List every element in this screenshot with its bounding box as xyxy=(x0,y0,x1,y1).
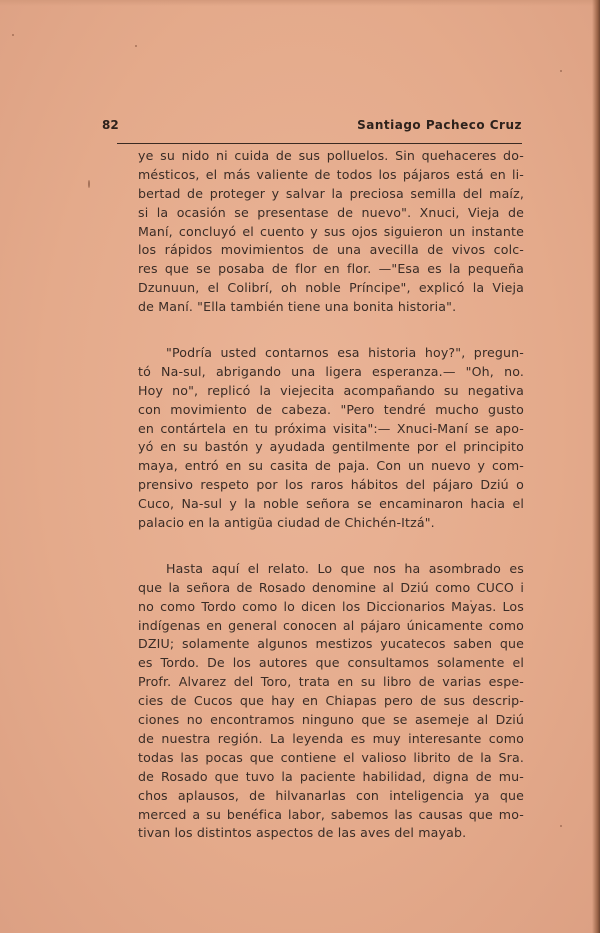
text-line: DZIU; solamente algunos mestizos yucatecos saben que xyxy=(138,636,524,652)
text-line: si la ocasión se presentase de nuevo". Xnuci, Vieja de xyxy=(138,204,524,220)
text-line: todas las pocas que contiene el valioso librito de la Sra. xyxy=(138,749,524,765)
text-line: Hoy no", replicó la viejecita acompañando su negativa xyxy=(138,382,524,398)
text-line: de Rosado que tuvo la paciente habilidad, digna de mu- xyxy=(138,768,524,784)
text-line: ciones no encontramos ninguno que se asemeje al Dziú xyxy=(138,712,524,728)
paragraph-gap xyxy=(138,317,524,344)
text-line: es Tordo. De los autores que consultamos solamente el xyxy=(138,655,524,671)
text-line: merced a su benéfica labor, sabemos las causas que mo- xyxy=(138,806,524,822)
text-line: Hasta aquí el relato. Lo que nos ha asombrado es xyxy=(166,560,524,576)
paragraph xyxy=(138,344,524,533)
paragraph xyxy=(138,560,524,843)
paper-speck xyxy=(135,45,137,47)
paper-speck xyxy=(560,70,562,72)
text-line: Profr. Alvarez del Toro, trata en su libro de varias espe- xyxy=(138,674,524,690)
text-line: Maní, concluyó el cuento y sus ojos siguieron un instante xyxy=(138,223,524,239)
header-rule xyxy=(117,143,522,144)
paper-speck xyxy=(88,180,90,188)
text-line: res que se posaba de flor en flor. —"Esa es la pequeña xyxy=(138,261,524,277)
text-line: prensivo respeto por los raros hábitos del pájaro Dziú o xyxy=(138,477,524,493)
text-line: Cuco, Na-sul y la noble señora se encaminaron hacia el xyxy=(138,496,524,512)
page-top-edge xyxy=(0,0,600,6)
page-header xyxy=(102,118,522,138)
paper-speck xyxy=(560,825,562,827)
text-line: mésticos, el más valiente de todos los pájaros está en li- xyxy=(138,166,524,182)
text-line: "Podría usted contarnos esa historia hoy?", pregun- xyxy=(166,345,524,361)
text-line: maya, entró en su casita de paja. Con un nuevo y com- xyxy=(138,458,524,474)
text-line: palacio en la antigüa ciudad de Chichén-Itzá". xyxy=(138,515,435,531)
text-line: los rápidos movimientos de una avecilla de vivos colc- xyxy=(138,242,524,258)
text-line: tó Na-sul, abrigando una ligera esperanza.— "Oh, no. xyxy=(138,363,524,379)
text-line: Dzunuun, el Colibrí, oh noble Príncipe", explicó la Vieja xyxy=(138,280,524,296)
text-line: que la señora de Rosado denomine al Dziú como CUCO i xyxy=(138,579,524,595)
text-line: bertad de proteger y salvar la preciosa semilla del maíz, xyxy=(138,185,524,201)
text-line: de nuestra región. La leyenda es muy interesante como xyxy=(138,730,524,746)
text-line: con movimiento de cabeza. "Pero tendré mucho gusto xyxy=(138,401,524,417)
text-line: ye su nido ni cuida de sus polluelos. Sin quehaceres do- xyxy=(138,148,524,163)
page-binding-edge xyxy=(592,0,600,933)
paragraph xyxy=(138,147,524,317)
text-line: en contártela en tu próxima visita":— Xnuci-Maní se apo- xyxy=(138,420,524,436)
text-line: cies de Cucos que hay en Chiapas pero de sus descrip- xyxy=(138,693,524,709)
page-number: 82 xyxy=(102,118,119,132)
text-line: tivan los distintos aspectos de las aves del mayab. xyxy=(138,825,467,841)
text-line: yó en su bastón y ayudada gentilmente por el principito xyxy=(138,439,524,455)
paragraph-gap xyxy=(138,533,524,560)
text-line: indígenas en general conocen al pájaro únicamente como xyxy=(138,617,524,633)
text-line: chos aplausos, de hilvanarlas con inteligencia ya que xyxy=(138,787,524,803)
text-line: no como Tordo como lo dicen los Diccionarios Mayas. Los xyxy=(138,598,524,614)
body-text xyxy=(138,147,524,843)
running-head-author: Santiago Pacheco Cruz xyxy=(357,118,522,132)
paper-speck xyxy=(12,34,14,36)
text-line: de Maní. "Ella también tiene una bonita historia". xyxy=(138,299,457,315)
